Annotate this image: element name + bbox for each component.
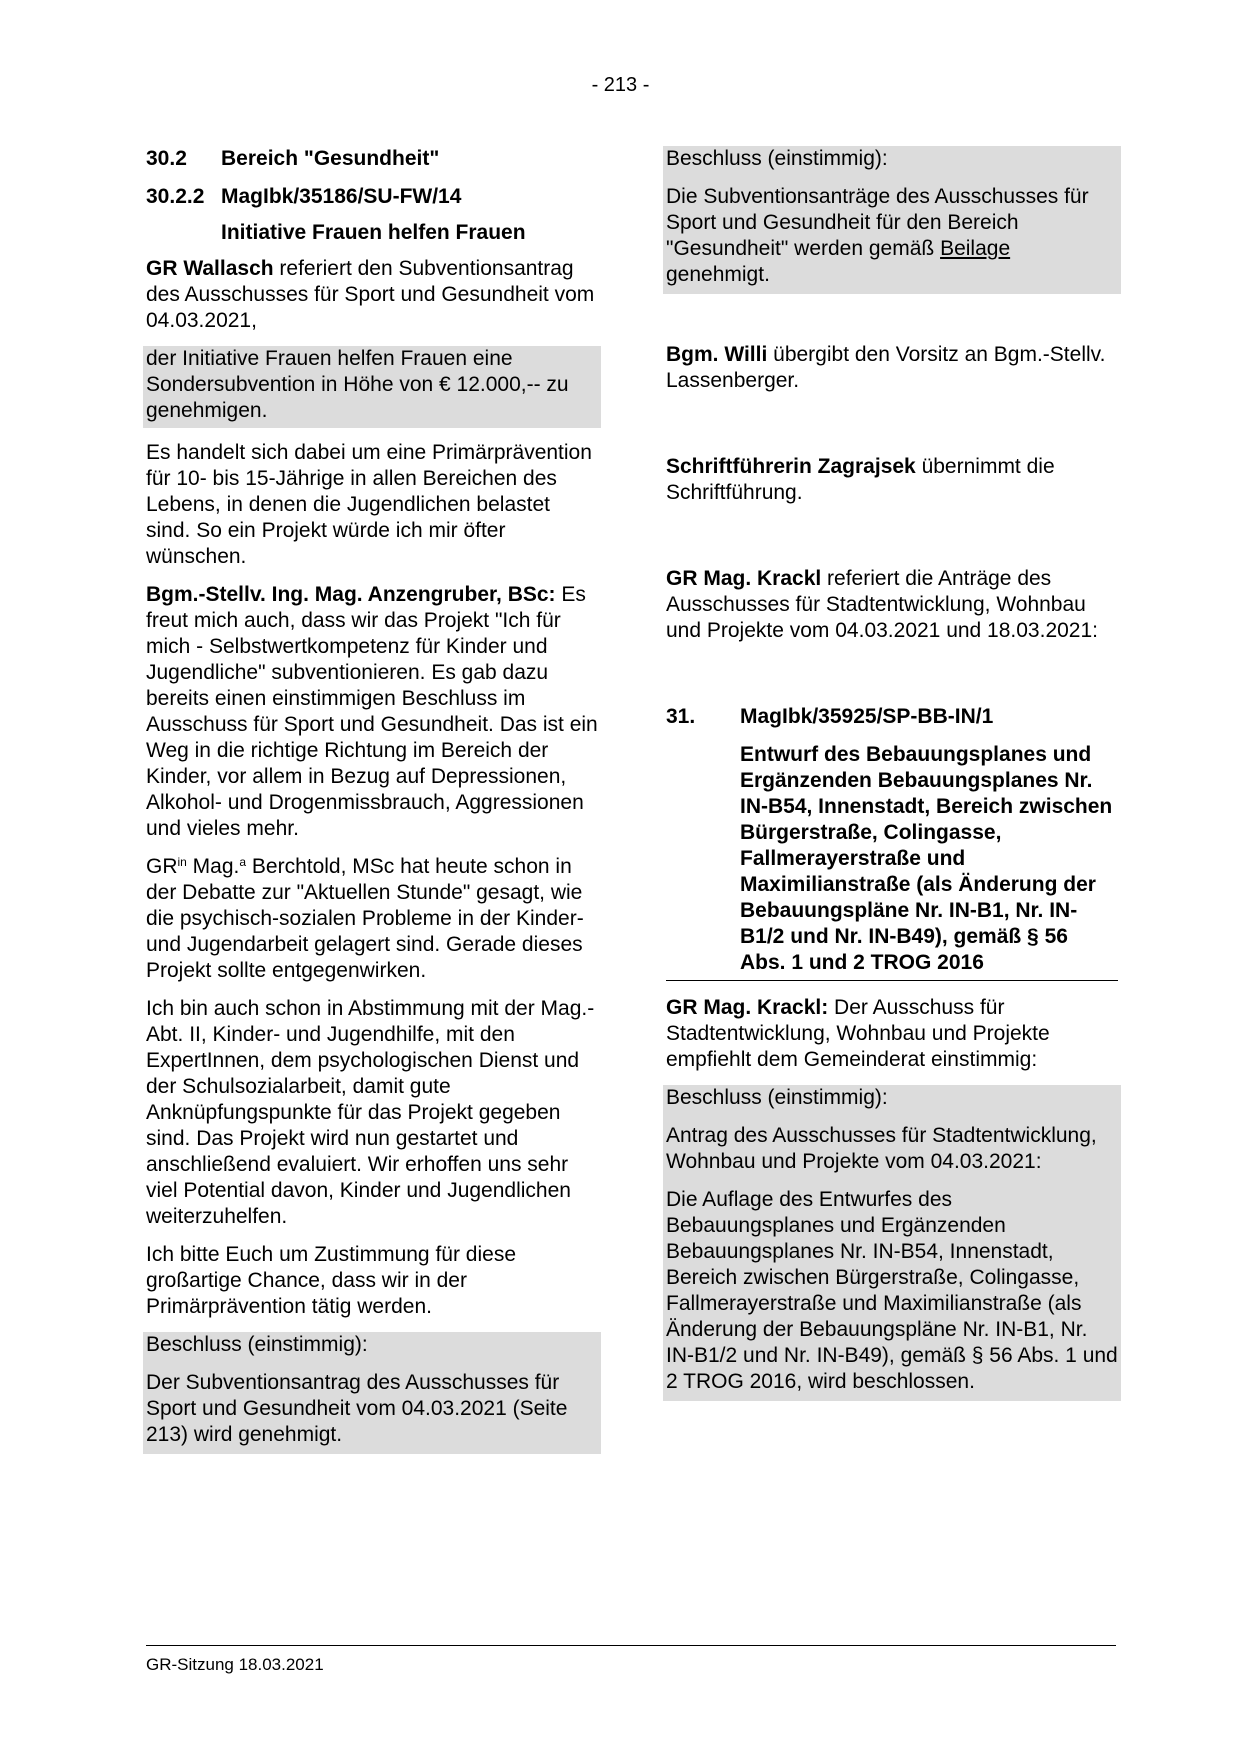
subsection-title: MagIbk/35186/SU-FW/14: [221, 185, 462, 208]
paragraph-text: referiert die Anträge des Ausschusses für Stadtentwicklung, Wohnbau und Projekte vom 04.03.2021 und 18.03.2021:: [666, 567, 1098, 642]
speaker-name: Bgm. Willi: [666, 343, 768, 366]
speaker-name: Bgm.-Stellv. Ing. Mag. Anzengruber, BSc:: [146, 583, 556, 606]
item-title: MagIbk/35925/SP-BB-IN/1: [740, 705, 994, 728]
section-number: 30.2: [146, 147, 187, 170]
superscript: a: [239, 855, 247, 869]
item-31-heading: [666, 704, 1118, 730]
footer-divider: [146, 1645, 1116, 1646]
beilage-link[interactable]: Beilage: [940, 237, 1011, 260]
beschluss-label: Beschluss (einstimmig):: [666, 147, 888, 170]
paragraph-text: übergibt den Vorsitz an Bgm.-Stellv. Lassenberger.: [666, 343, 1106, 392]
paragraph-text: Es freut mich auch, dass wir das Projekt "Ich für mich - Selbstwertkompetenz für Kinder und Jugendliche" subventionieren. Es gab dazu bereits einen einstimmigen Beschluss im Ausschuss für Sport und Gesundheit. Das ist ein Weg in die richtige Richtung im Bereich der Kinder, vor allem in Bezug auf Depressionen, Alkohol- und Drogenmissbrauch, Aggressionen und vieles mehr.: [146, 583, 598, 840]
beschluss-label: Beschluss (einstimmig):: [146, 1333, 368, 1356]
beschluss-block: [663, 146, 1121, 294]
section-heading: [146, 146, 598, 172]
right-column: [666, 146, 1118, 1401]
beschluss-label: Beschluss (einstimmig):: [666, 1086, 888, 1109]
paragraph-text: referiert den Subventionsantrag des Ausschusses für Sport und Gesundheit vom 04.03.2021,: [146, 257, 595, 332]
paragraph-krackl-empfehlung: [666, 995, 1118, 1073]
highlight-motion: der Initiative Frauen helfen Frauen eine Sondersubvention in Höhe von € 12.000,-- zu genehmigen.: [143, 346, 601, 428]
text-fragment: Mag.: [186, 855, 240, 878]
paragraph-krackl-intro: [666, 566, 1118, 644]
speaker-name: Schriftführerin Zagrajsek: [666, 455, 916, 478]
speaker-name: GR Mag. Krackl: [666, 567, 822, 590]
page-number: - 213 -: [591, 74, 650, 96]
item-31-subtitle: Entwurf des Bebauungsplanes und Ergänzenden Bebauungsplanes Nr. IN-B54, Innenstadt, Bereich zwischen Bürgerstraße, Colingasse, Fallmerayerstraße und Maximilianstraße (als Änderung der Bebauungspläne Nr. IN-B1, Nr. IN-B1/2 und Nr. IN-B49), gemäß § 56 Abs. 1 und 2 TROG 2016: [666, 742, 1118, 981]
text-fragment: genehmigt.: [666, 263, 770, 286]
paragraph-berchtold: [146, 854, 598, 984]
footer-text: GR-Sitzung 18.03.2021: [146, 1655, 324, 1674]
section-title: Bereich "Gesundheit": [221, 147, 440, 170]
paragraph-zagrajsek: [666, 454, 1118, 506]
paragraph-text: Der Ausschuss für Stadtentwicklung, Wohnbau und Projekte empfiehlt dem Gemeinderat einstimmig:: [666, 996, 1050, 1071]
paragraph-zustimmung: Ich bitte Euch um Zustimmung für diese großartige Chance, dass wir in der Primärprävention tätig werden.: [146, 1243, 516, 1318]
speaker-name: GR Wallasch: [146, 257, 274, 280]
paragraph-willi: [666, 342, 1118, 394]
beschluss-text: Der Subventionsantrag des Ausschusses für Sport und Gesundheit vom 04.03.2021 (Seite 213) wird genehmigt.: [146, 1371, 568, 1446]
text-fragment: Berchtold, MSc hat heute schon in der Debatte zur "Aktuellen Stunde" gesagt, wie die psychisch-sozialen Probleme in der Kinder- und Jugendarbeit gelagert sind. Gerade dieses Projekt sollte entgegenwirken.: [146, 855, 584, 982]
text-fragment: Die Subventionsanträge des Ausschusses für Sport und Gesundheit für den Bereich "Gesundheit" werden gemäß: [666, 185, 1089, 260]
speaker-name: GR Mag. Krackl:: [666, 996, 829, 1019]
item-number: 31.: [666, 705, 696, 728]
subsection-number: 30.2.2: [146, 185, 205, 208]
subsection-heading: [146, 184, 598, 210]
beschluss-text: Die Auflage des Entwurfes des Bebauungsplanes und Ergänzenden Bebauungsplanes Nr. IN-B54, Innenstadt, Bereich zwischen Bürgerstraße, Colingasse, Fallmerayerstraße und Maximilianstraße (als Änderung der Bebauungspläne Nr. IN-B1, Nr. IN-B1/2 und Nr. IN-B49), gemäß § 56 Abs. 1 und 2 TROG 2016, wird beschlossen.: [666, 1188, 1118, 1393]
beschluss-text: [666, 184, 1118, 294]
paragraph-abstimmung: Ich bin auch schon in Abstimmung mit der Mag.-Abt. II, Kinder- und Jugendhilfe, mit den ExpertInnen, dem psychologischen Dienst und der Schulsozialarbeit, damit gute Anknüpfungspunkte für das Projekt gegeben sind. Das Projekt wird nun gestartet und anschließend evaluiert. Wir erhoffen uns sehr viel Potential davon, Kinder und Jugendlichen weiterzuhelfen.: [146, 997, 595, 1228]
subsection-subtitle: Initiative Frauen helfen Frauen: [221, 221, 526, 244]
paragraph-text: übernimmt die Schriftführung.: [666, 455, 1055, 504]
left-column: [146, 146, 598, 1454]
beschluss-block: [663, 1085, 1121, 1401]
text-fragment: GR: [146, 855, 178, 878]
paragraph-anzengruber: [146, 582, 598, 842]
paragraph-wallasch: [146, 256, 598, 334]
paragraph-praevention: Es handelt sich dabei um eine Primärprävention für 10- bis 15-Jährige in allen Bereichen des Lebens, in denen die Jugendlichen belastet sind. So ein Projekt würde ich mir öfter wünschen.: [146, 441, 592, 568]
beschluss-block: [143, 1332, 601, 1454]
superscript: in: [177, 855, 187, 869]
beschluss-text: Antrag des Ausschusses für Stadtentwicklung, Wohnbau und Projekte vom 04.03.2021:: [666, 1124, 1097, 1173]
